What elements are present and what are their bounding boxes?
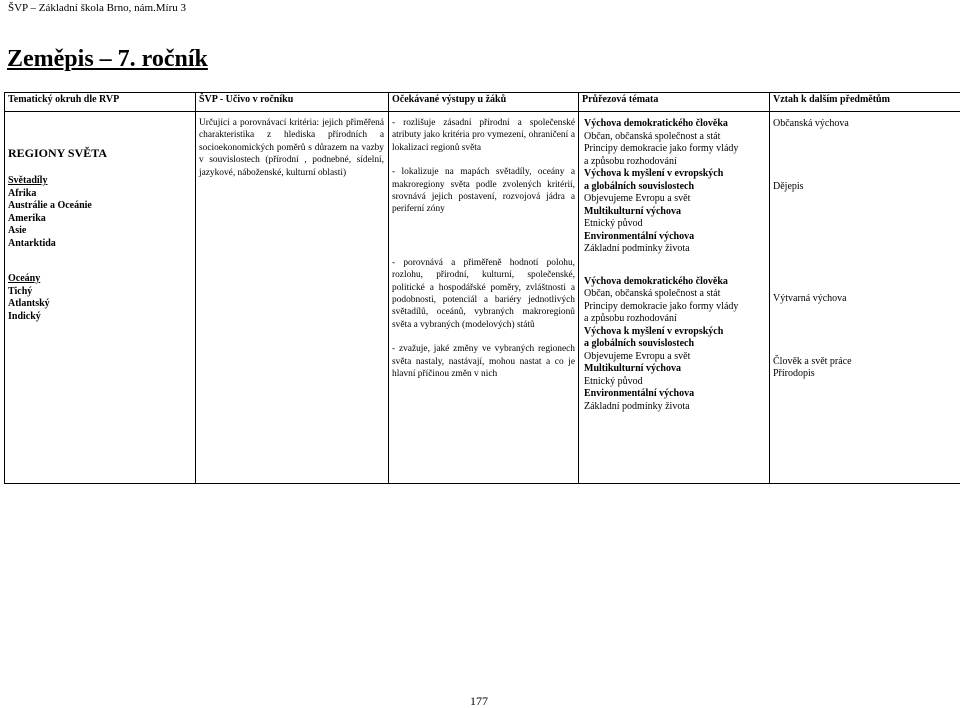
theme-line: Výchova k myšlení v evropských [584, 325, 724, 337]
relation-item: Dějepis [773, 180, 804, 192]
relation-item: Člověk a svět práce [773, 355, 852, 367]
continent-item: Asie [8, 225, 27, 236]
relation-item: Výtvarná výchova [773, 293, 847, 304]
page-number: 177 [470, 694, 488, 708]
topic-cell [5, 112, 196, 484]
ocean-item: Tichý [8, 285, 33, 297]
page-title: Zeměpis – 7. ročník [7, 46, 208, 72]
oceans-title: Oceány [8, 273, 41, 284]
header-topic: Tematický okruh dle RVP [5, 93, 196, 112]
theme-line: Občan, občanská společnost a stát [584, 130, 721, 142]
topic-heading: REGIONY SVĚTA [8, 146, 108, 160]
header-relations: Vztah k dalším předmětům [770, 93, 960, 112]
table-header-row [5, 93, 960, 112]
theme-line: a globálních souvislostech [584, 338, 695, 349]
header-cross-themes: Průřezová témata [579, 93, 770, 112]
continents-title: Světadíly [8, 175, 48, 186]
theme-line: a způsobu rozhodování [584, 155, 677, 167]
header-curriculum: ŠVP - Učivo v ročníku [196, 93, 389, 112]
theme-line: a globálních souvislostech [584, 180, 695, 192]
theme-line: Environmentální výchova [584, 388, 695, 399]
theme-line: Environmentální výchova [584, 230, 695, 242]
curriculum-cell [196, 112, 389, 484]
continent-item: Antarktida [8, 237, 56, 249]
cross-themes-cell [579, 112, 770, 484]
cross-themes-group-2 [579, 276, 769, 414]
relations-cell [770, 112, 960, 484]
ocean-item: Indický [8, 310, 41, 322]
theme-line: Občan, občanská společnost a stát [584, 288, 721, 299]
relation-item: Přírodopis [773, 368, 815, 379]
theme-line: Multikulturní výchova [584, 363, 681, 374]
outcome-item: - rozlišuje zásadní přírodní a společenské atributy jako kritéria pro vymezení, ohraničení a lokalizaci regionů světa [392, 118, 575, 153]
curriculum-text: Určující a porovnávací kritéria: jejich přiměřená charakteristika z hlediska přírodních a socioekonomických poměrů s důrazem na vazby v souvislostech (přírodní , podnebné, sídelní, jazykové, náboženské, kulturní oblasti) [199, 118, 384, 178]
theme-line: Výchova demokratického člověka [584, 275, 728, 287]
relation-item: Občanská výchova [773, 118, 849, 129]
theme-line: Etnický původ [584, 218, 643, 229]
theme-line: Základní podmínky života [584, 400, 690, 412]
outcome-item: - lokalizuje na mapách světadíly, oceány a makroregiony světa podle zvolených kritérií, srovnává jejich postavení, rozvojová jádra a periferní zóny [392, 167, 575, 215]
document-header: ŠVP – Základní škola Brno, nám.Míru 3 [8, 2, 187, 14]
outcomes-cell [389, 112, 579, 484]
header-outcomes: Očekávané výstupy u žáků [389, 93, 579, 112]
ocean-item: Atlantský [8, 298, 50, 309]
theme-line: Výchova k myšlení v evropských [584, 168, 724, 179]
continent-item: Amerika [8, 212, 46, 224]
cross-themes-group-1 [579, 118, 769, 256]
curriculum-table [4, 92, 960, 484]
continent-item: Afrika [8, 187, 37, 199]
theme-line: Základní podmínky života [584, 243, 690, 254]
theme-line: Výchova demokratického člověka [584, 118, 728, 129]
outcome-item: - porovnává a přiměřeně hodnotí polohu, rozlohu, přírodní, kulturní, společenské, politické a hospodářské poměry, zvláštnosti a podobnosti, potenciál a bariéry jednotlivých světadílů, oceánů, vybraných makroregionů světa a vybraných (modelových) států [392, 257, 575, 330]
theme-line: Objevujeme Evropu a svět [584, 350, 691, 362]
theme-line: Principy demokracie jako formy vlády [584, 143, 739, 154]
theme-line: Principy demokracie jako formy vlády [584, 300, 739, 312]
theme-line: Objevujeme Evropu a svět [584, 193, 691, 204]
outcome-item: - zvažuje, jaké změny ve vybraných regionech světa nastaly, nastávají, mohou nastat a co je hlavní příčinou změn v nich [392, 344, 575, 380]
theme-line: Multikulturní výchova [584, 205, 681, 217]
table-row [5, 112, 960, 484]
continent-item: Austrálie a Oceánie [8, 200, 92, 211]
theme-line: a způsobu rozhodování [584, 313, 677, 324]
theme-line: Etnický původ [584, 375, 643, 387]
